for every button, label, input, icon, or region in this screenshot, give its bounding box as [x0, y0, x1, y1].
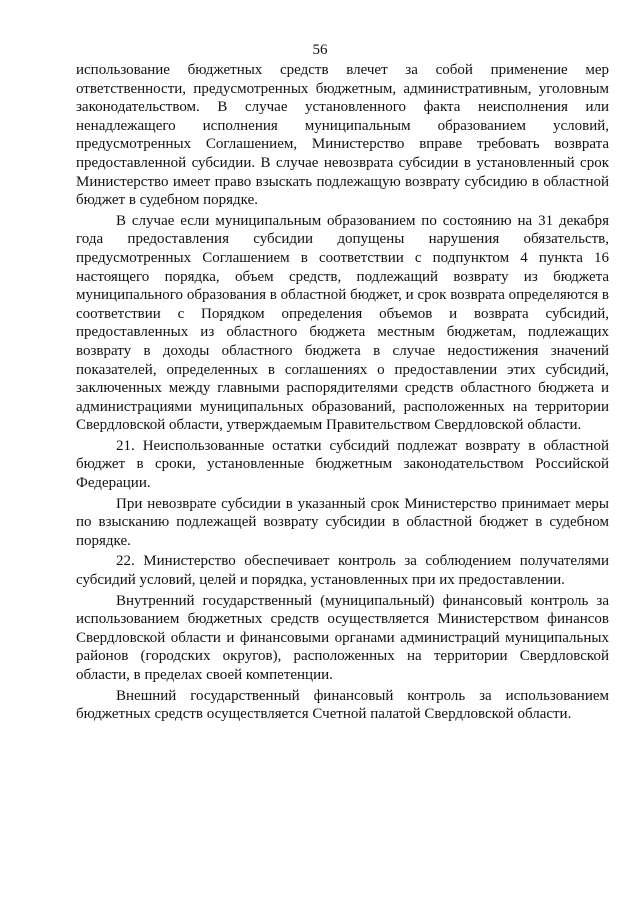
- paragraph-internal-control: Внутренний государственный (муниципальный) финансовый контроль за использованием бюджетных средств осуществляется Министерством финансов Свердловской области и финансовыми органами администраций муниципальных районов (городских округов), расположенных на территории Свердловской области, в пределах своей компетенции.: [76, 592, 609, 683]
- document-body: [76, 61, 609, 726]
- paragraph-non-return: При невозврате субсидии в указанный срок Министерство принимает меры по взысканию подлежащей возврату субсидии в областной бюджет в судебном порядке.: [76, 495, 609, 549]
- paragraph-item-22: 22. Министерство обеспечивает контроль за соблюдением получателями субсидий условий, целей и порядка, установленных при их предоставлении.: [76, 553, 609, 589]
- page-number: 56: [312, 42, 328, 58]
- paragraph-external-control: Внешний государственный финансовый контроль за использованием бюджетных средств осуществляется Счетной палатой Свердловской области.: [76, 687, 609, 723]
- paragraph-subsidy-violation: В случае если муниципальным образованием по состоянию на 31 декабря года предоставления субсидии допущены нарушения обязательств, предусмотренных Соглашением в соответствии с подпунктом 4 пункта 16 настоящего порядка, объем средств, подлежащий возврату из бюджета муниципального образования в областной бюджет, и срок возврата определяются в соответствии с Порядком определения объемов и возврата субсидий, предоставленных из областного бюджета местным бюджетам, подлежащих возврату в доходы областного бюджета в случае недостижения значений показателей, определенных в соглашениях о предоставлении этих субсидий, заключенных между главными распорядителями средств областного бюджета и администрациями муниципальных образований, расположенных на территории Свердловской области, утверждаемым Правительством Свердловской области.: [76, 212, 609, 434]
- paragraph-item-21: 21. Неиспользованные остатки субсидий подлежат возврату в областной бюджет в сроки, установленные бюджетным законодательством Российской Федерации.: [76, 437, 609, 492]
- paragraph-continuation: использование бюджетных средств влечет за собой применение мер ответственности, предусмотренных бюджетным, административным, уголовным законодательством. В случае установленного факта неисполнения или ненадлежащего исполнения муниципальным образованием условий, предусмотренных Соглашением, Министерство вправе требовать возврата предоставленной субсидии. В случае невозврата субсидии в установленный срок Министерство имеет право взыскать подлежащую возврату субсидию в областной бюджет в судебном порядке.: [76, 62, 609, 209]
